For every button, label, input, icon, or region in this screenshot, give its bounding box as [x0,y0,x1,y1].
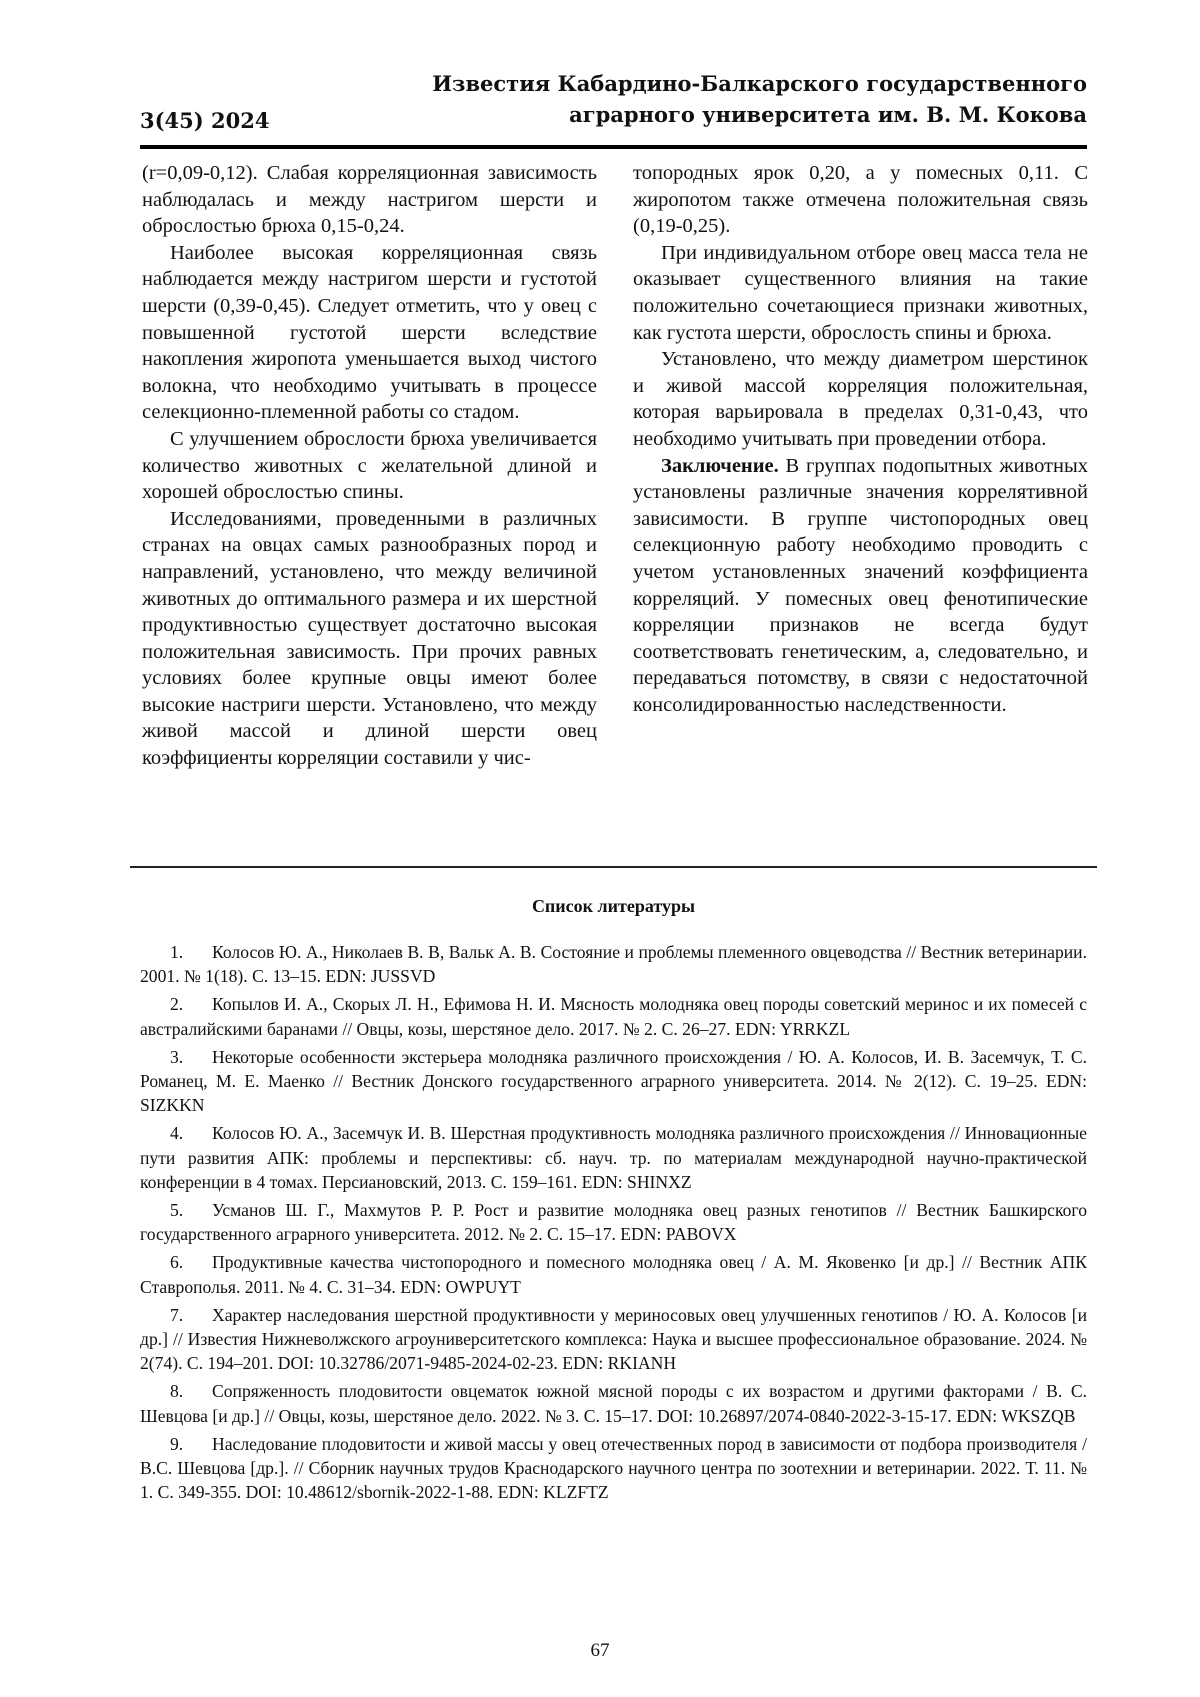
reference-item [140,1379,1087,1427]
page-number: 67 [590,1640,610,1661]
references-title: Список литературы [531,896,696,916]
reference-text: Колосов Ю. А., Засемчук И. В. Шерстная продуктивность молодняка различного происхождения // Инновационные пути развития АПК: проблемы и перспективы: сб. науч. тр. по материалам международной научно-практической конференции в 4 томах. Персиановский, 2013. С. 159–161. EDN: SHINXZ [140,1123,1087,1192]
reference-item [140,1303,1087,1376]
paragraph: С улучшением оброслости брюха увеличивается количество животных с желательной длиной и хорошей оброслостью спины. [142,427,597,504]
conclusion-paragraph [633,453,1088,719]
paragraph: (r=0,09-0,12). Слабая корреляционная зависимость наблюдалась и между настригом шерсти и оброслостью брюха 0,15-0,24. [142,162,597,238]
section-divider [130,866,1097,868]
reference-text: Копылов И. А., Скорых Л. Н., Ефимова Н. И. Мясность молодняка овец породы советский меринос и их помесей с австралийскими баранами // Овцы, козы, шерстяное дело. 2017. № 2. С. 26–27. EDN: YRRKZL [140,994,1087,1039]
paragraph: Наиболее высокая корреляционная связь наблюдается между настригом шерсти и густотой шерсти (0,39-0,45). Следует отметить, что у овец с повышенной густотой шерсти вследствие накопления жиропота уменьшается выход чистого волокна, что необходимо учитывать в процессе селекционно-племенной работы со стадом. [142,241,597,424]
references-list [140,940,1087,1508]
reference-number: 9. [170,1433,184,1454]
reference-text: Наследование плодовитости и живой массы у овец отечественных пород в зависимости от подбора производителя / В.С. Шевцова [др.]. // Сборник научных трудов Краснодарского научного центра по зоотехнии и ветеринарии. 2022. Т. 11. № 1. С. 349-355. DOI: 10.48612/sbornik-2022-1-88. EDN: KLZFTZ [140,1433,1087,1503]
paragraph: топородных ярок 0,20, а у помесных 0,11. С жиропотом также отмечена положительная связь (0,19-0,25). [633,162,1088,238]
page-header [140,68,1087,144]
journal-title-line1: Известия Кабардино-Балкарского государственного [432,71,1087,96]
reference-text: Продуктивные качества чистопородного и помесного молодняка овец / А. М. Яковенко [и др.] // Вестник АПК Ставрополья. 2011. № 4. С. 31–34. EDN: OWPUYT [140,1252,1087,1297]
paragraph: Исследованиями, проведенными в различных странах на овцах самых разнообразных пород и направлений, установлено, что между величиной животных до оптимального размера и их шерстной продуктивностью существует достаточно высокая положительная зависимость. При прочих равных условиях более крупные овцы имеют более высокие настриги шерсти. Установлено, что между живой массой и длиной шерсти овец коэффициенты корреляции составили у чис- [142,507,597,770]
issue-number: 3(45) 2024 [140,108,270,133]
reference-number: 2. [170,994,184,1015]
reference-item [140,1121,1087,1194]
reference-number: 4. [170,1123,184,1144]
header-divider [140,145,1087,149]
journal-title [432,68,1087,130]
journal-title-line2: аграрного университета им. В. М. Кокова [569,102,1087,127]
right-column [633,160,1088,718]
reference-text: Усманов Ш. Г., Махмутов Р. Р. Рост и развитие молодняка овец разных генотипов // Вестник Башкирского государственного аграрного университета. 2012. № 2. С. 15–17. EDN: PABOVX [140,1200,1087,1245]
paragraph: Установлено, что между диаметром шерстинок и живой массой корреляция положительная, которая варьировала в пределах 0,31-0,43, что необходимо учитывать при проведении отбора. [633,348,1088,450]
reference-item [140,940,1087,988]
reference-item [140,1432,1087,1505]
conclusion-label: Заключение. [661,454,779,477]
reference-text: Сопряженность плодовитости овцематок южной мясной породы с их возрастом и другими факторами / В. С. Шевцова [и др.] // Овцы, козы, шерстяное дело. 2022. № 3. С. 15–17. DOI: 10.26897/2074-0840-2022-3-15-17. EDN: WKSZQB [140,1381,1087,1426]
reference-number: 6. [170,1252,184,1273]
reference-number: 5. [170,1200,184,1221]
reference-item [140,1250,1087,1298]
conclusion-text: В группах подопытных животных установлены различные значения коррелятивной зависимости. В группе чистопородных овец селекционную работу необходимо проводить с учетом установленных значений коэффициента корреляций. У помесных овец фенотипические корреляции признаков не всегда будут соответствовать генетическим, а, следовательно, и передаваться потомству, в связи с недостаточной консолидированностью наследственности. [633,454,1088,716]
reference-text: Некоторые особенности экстерьера молодняка различного происхождения / Ю. А. Колосов, И. В. Засемчук, Т. С. Романец, М. Е. Маенко // Вестник Донского государственного аграрного университета. 2014. № 2(12). С. 19–25. EDN: SIZKKN [140,1046,1087,1116]
reference-item [140,1045,1087,1118]
reference-number: 8. [170,1381,184,1402]
reference-number: 1. [170,942,184,962]
reference-number: 7. [170,1304,184,1325]
reference-item [140,992,1087,1040]
left-column [142,160,597,772]
reference-text: Характер наследования шерстной продуктивности у мериносовых овец улучшенных генотипов / Ю. А. Колосов [и др.] // Известия Нижневолжского агроуниверситетского комплекса: Наука и высшее профессиональное образование. 2024. № 2(74). С. 194–201. DOI: 10.32786/2071-9485-2024-02-23. EDN: RKIANH [140,1304,1087,1374]
reference-number: 3. [170,1046,184,1067]
reference-item [140,1198,1087,1246]
paragraph: При индивидуальном отборе овец масса тела не оказывает существенного влияния на такие положительно сочетающиеся признаки животных, как густота шерсти, оброслость спины и брюха. [633,241,1088,344]
reference-text: Колосов Ю. А., Николаев В. В, Вальк А. В. Состояние и проблемы племенного овцеводства // Вестник ветеринарии. 2001. № 1(18). С. 13–15. EDN: JUSSVD [140,942,1087,987]
